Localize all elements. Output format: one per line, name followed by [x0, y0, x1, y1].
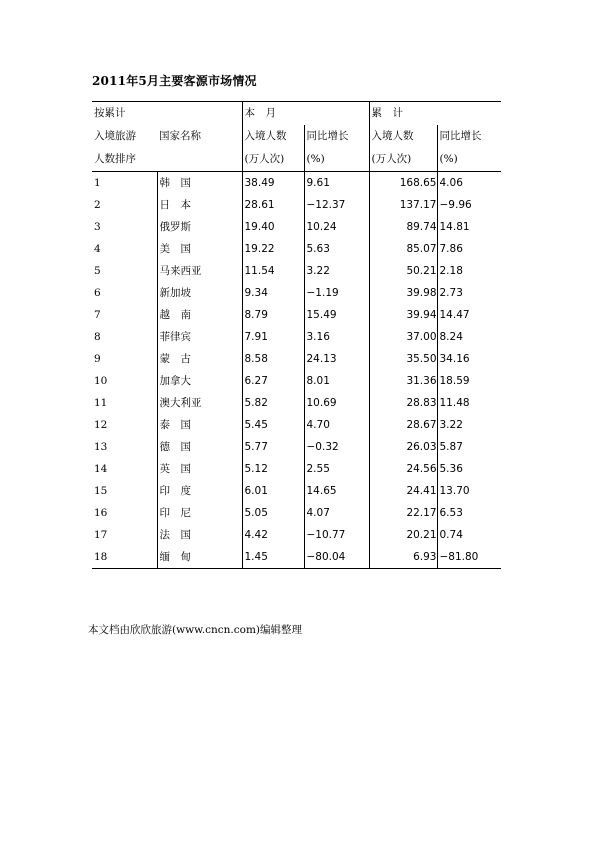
- rank-cell: 10: [94, 374, 108, 387]
- cum-growth-cell: 11.48: [437, 392, 501, 414]
- month-growth-cell: 2.55: [304, 458, 369, 480]
- month-growth-cell: 14.65: [304, 480, 369, 502]
- month-growth-cell: 4.07: [304, 502, 369, 524]
- rank-cell: 7: [94, 308, 101, 321]
- table-row: [92, 172, 501, 195]
- month-arrivals-cell: 5.45: [242, 414, 304, 436]
- country-cell: 马来西亚: [157, 260, 242, 282]
- cum-arrivals-cell: 50.21: [369, 260, 437, 282]
- country-cell: 印 尼: [157, 502, 242, 524]
- month-growth-cell: 10.69: [304, 392, 369, 414]
- table-row: [92, 326, 501, 348]
- month-arrivals-cell: 6.01: [242, 480, 304, 502]
- month-header: 本 月: [242, 102, 369, 126]
- table-row: [92, 480, 501, 502]
- month-arrivals-header-line2: (万人次): [242, 148, 304, 172]
- table-row: [92, 546, 501, 569]
- month-growth-cell: 8.01: [304, 370, 369, 392]
- cum-arrivals-cell: 168.65: [369, 172, 437, 195]
- cum-arrivals-cell: 89.74: [369, 216, 437, 238]
- cum-arrivals-cell: 85.07: [369, 238, 437, 260]
- cum-growth-cell: 13.70: [437, 480, 501, 502]
- country-cell: 菲律宾: [157, 326, 242, 348]
- month-growth-cell: 24.13: [304, 348, 369, 370]
- month-growth-header-line1: 同比增长: [304, 125, 369, 148]
- cum-growth-cell: 14.81: [437, 216, 501, 238]
- month-arrivals-cell: 5.05: [242, 502, 304, 524]
- table-row: [92, 282, 501, 304]
- month-arrivals-cell: 38.49: [242, 172, 304, 195]
- cum-arrivals-header-line2: (万人次): [369, 148, 437, 172]
- cum-arrivals-cell: 6.93: [369, 546, 437, 569]
- footer-note: 本文档由欣欣旅游(www.cncn.com)编辑整理: [88, 624, 303, 636]
- cum-arrivals-header-line1: 入境人数: [369, 125, 437, 148]
- month-growth-cell: 3.22: [304, 260, 369, 282]
- cum-arrivals-cell: 35.50: [369, 348, 437, 370]
- source-market-table: [92, 101, 501, 569]
- cum-growth-cell: −81.80: [437, 546, 501, 569]
- country-cell: 俄罗斯: [157, 216, 242, 238]
- country-cell: 美 国: [157, 238, 242, 260]
- month-arrivals-cell: 8.58: [242, 348, 304, 370]
- month-arrivals-cell: 4.42: [242, 524, 304, 546]
- month-arrivals-cell: 11.54: [242, 260, 304, 282]
- table-row: [92, 348, 501, 370]
- month-growth-cell: −80.04: [304, 546, 369, 569]
- month-arrivals-cell: 28.61: [242, 194, 304, 216]
- table-row: [92, 370, 501, 392]
- month-arrivals-cell: 5.82: [242, 392, 304, 414]
- country-cell: 新加坡: [157, 282, 242, 304]
- cum-arrivals-cell: 22.17: [369, 502, 437, 524]
- cum-growth-cell: 0.74: [437, 524, 501, 546]
- month-growth-cell: 3.16: [304, 326, 369, 348]
- rank-cell: 16: [94, 506, 108, 519]
- table-row: [92, 392, 501, 414]
- month-growth-cell: −0.32: [304, 436, 369, 458]
- table-row: [92, 260, 501, 282]
- month-arrivals-cell: 6.27: [242, 370, 304, 392]
- country-cell: 日 本: [157, 194, 242, 216]
- country-cell: 德 国: [157, 436, 242, 458]
- rank-cell: 17: [94, 528, 108, 541]
- cum-growth-header-line1: 同比增长: [437, 125, 501, 148]
- cum-arrivals-cell: 39.98: [369, 282, 437, 304]
- rank-cell: 12: [94, 418, 108, 431]
- rank-cell: 6: [94, 286, 101, 299]
- country-cell: 韩 国: [157, 172, 242, 195]
- table-row: [92, 216, 501, 238]
- table-row: [92, 304, 501, 326]
- rank-cell: 2: [94, 198, 101, 211]
- cum-growth-cell: 8.24: [437, 326, 501, 348]
- rank-cell: 3: [94, 220, 101, 233]
- rank-cell: 8: [94, 330, 101, 343]
- country-cell: 缅 甸: [157, 546, 242, 569]
- country-cell: 蒙 古: [157, 348, 242, 370]
- table-row: [92, 436, 501, 458]
- month-growth-cell: 5.63: [304, 238, 369, 260]
- cum-arrivals-cell: 137.17: [369, 194, 437, 216]
- cum-growth-cell: 6.53: [437, 502, 501, 524]
- header-row-2: [92, 125, 501, 148]
- rank-cell: 18: [92, 546, 157, 569]
- month-arrivals-header-line1: 入境人数: [242, 125, 304, 148]
- month-arrivals-cell: 19.22: [242, 238, 304, 260]
- cum-growth-cell: 14.47: [437, 304, 501, 326]
- month-growth-header-line2: (%): [304, 148, 369, 172]
- rank-header-line2: 入境旅游: [94, 130, 136, 143]
- rank-cell: 1: [94, 176, 101, 189]
- cum-growth-cell: 2.73: [437, 282, 501, 304]
- country-cell: 英 国: [157, 458, 242, 480]
- cum-growth-header-line2: (%): [437, 148, 501, 172]
- month-growth-cell: −12.37: [304, 194, 369, 216]
- cum-growth-cell: −9.96: [437, 194, 501, 216]
- rank-header-line3: 人数排序: [92, 148, 157, 172]
- page-title: 2011年5月主要客源市场情况: [92, 74, 257, 88]
- cum-arrivals-cell: 37.00: [369, 326, 437, 348]
- month-arrivals-cell: 19.40: [242, 216, 304, 238]
- rank-cell: 5: [94, 264, 101, 277]
- month-arrivals-cell: 5.12: [242, 458, 304, 480]
- month-growth-cell: 10.24: [304, 216, 369, 238]
- rank-cell: 13: [94, 440, 108, 453]
- rank-cell: 14: [94, 462, 108, 475]
- cum-arrivals-cell: 24.41: [369, 480, 437, 502]
- table-row: [92, 194, 501, 216]
- month-growth-cell: 9.61: [304, 172, 369, 195]
- cum-growth-cell: 2.18: [437, 260, 501, 282]
- table-row: [92, 502, 501, 524]
- cum-growth-cell: 18.59: [437, 370, 501, 392]
- rank-cell: 4: [94, 242, 101, 255]
- cumulative-header: 累 计: [369, 102, 501, 126]
- rank-cell: 15: [94, 484, 108, 497]
- country-header-blank-2: [157, 148, 242, 172]
- month-arrivals-cell: 5.77: [242, 436, 304, 458]
- table-row: [92, 414, 501, 436]
- month-arrivals-cell: 9.34: [242, 282, 304, 304]
- cum-growth-cell: 34.16: [437, 348, 501, 370]
- table-row: [92, 458, 501, 480]
- month-growth-cell: −10.77: [304, 524, 369, 546]
- country-cell: 印 度: [157, 480, 242, 502]
- country-cell: 法 国: [157, 524, 242, 546]
- month-growth-cell: 15.49: [304, 304, 369, 326]
- header-row-3: [92, 148, 501, 172]
- cum-growth-cell: 5.36: [437, 458, 501, 480]
- cum-growth-cell: 7.86: [437, 238, 501, 260]
- month-growth-cell: −1.19: [304, 282, 369, 304]
- table-row: [92, 238, 501, 260]
- month-growth-cell: 4.70: [304, 414, 369, 436]
- cum-arrivals-cell: 26.03: [369, 436, 437, 458]
- month-arrivals-cell: 1.45: [242, 546, 304, 569]
- month-arrivals-cell: 8.79: [242, 304, 304, 326]
- country-cell: 泰 国: [157, 414, 242, 436]
- country-cell: 越 南: [157, 304, 242, 326]
- cum-growth-cell: 5.87: [437, 436, 501, 458]
- rank-header-line1: 按累计: [92, 102, 157, 126]
- country-cell: 加拿大: [157, 370, 242, 392]
- cum-arrivals-cell: 28.67: [369, 414, 437, 436]
- rank-cell: 11: [94, 396, 108, 409]
- cum-growth-cell: 3.22: [437, 414, 501, 436]
- rank-cell: 9: [94, 352, 101, 365]
- cum-arrivals-cell: 24.56: [369, 458, 437, 480]
- cum-arrivals-cell: 20.21: [369, 524, 437, 546]
- country-header: 国家名称: [159, 130, 201, 143]
- country-cell: 澳大利亚: [157, 392, 242, 414]
- header-row-1: [92, 102, 501, 126]
- cum-arrivals-cell: 31.36: [369, 370, 437, 392]
- country-header-blank: [157, 102, 242, 126]
- cum-arrivals-cell: 39.94: [369, 304, 437, 326]
- month-arrivals-cell: 7.91: [242, 326, 304, 348]
- cum-growth-cell: 4.06: [437, 172, 501, 195]
- cum-arrivals-cell: 28.83: [369, 392, 437, 414]
- table-row: [92, 524, 501, 546]
